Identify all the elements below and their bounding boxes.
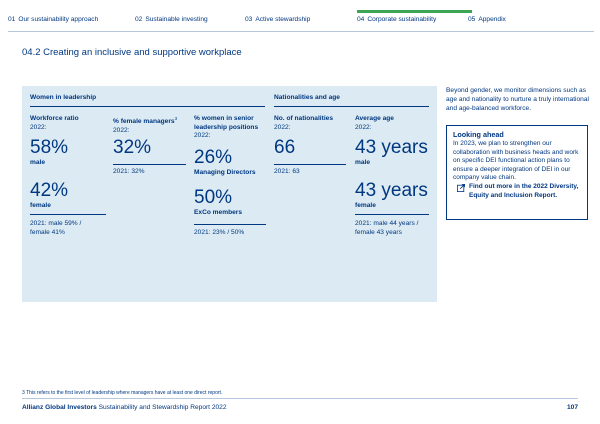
footer-brand: Allianz Global Investors — [22, 404, 97, 411]
diversity-data-panel — [22, 86, 437, 302]
managing-directors-value: 26% — [194, 147, 233, 168]
nav-item-label: Our sustainability approach — [18, 16, 99, 23]
average-age-male-value: 43 years — [355, 137, 428, 158]
nationalities-prior: 2021: 63 — [274, 168, 300, 175]
nav-item-sustainable-investing[interactable] — [135, 10, 208, 23]
workforce-prior-year — [30, 220, 81, 237]
workforce-prior-line2: female 41% — [30, 228, 65, 236]
nav-item-appendix[interactable] — [468, 10, 506, 23]
nav-item-active-stewardship[interactable] — [245, 10, 310, 23]
workforce-male-label: male — [30, 159, 46, 166]
senior-leadership-header — [194, 115, 258, 141]
nationalities-value: 66 — [274, 137, 296, 158]
workforce-ratio-year: 2022: — [30, 123, 47, 131]
section-title: 04.2 Creating an inclusive and supportive workplace — [22, 47, 242, 58]
senior-leadership-year: 2022: — [194, 132, 211, 140]
nav-item-number: 01 — [8, 16, 16, 23]
nationalities-title: No. of nationalities — [274, 115, 333, 122]
average-age-female-value: 43 years — [355, 180, 428, 201]
nav-item-number: 04 — [357, 16, 365, 23]
external-link-icon — [457, 184, 465, 192]
footnote-marker: 3 — [174, 116, 178, 121]
dei-report-link[interactable] — [453, 183, 581, 200]
nav-item-label: Appendix — [478, 16, 506, 23]
footer-report-name: Sustainability and Stewardship Report 2022 — [98, 404, 227, 411]
exco-value: 50% — [194, 187, 233, 208]
workforce-ratio-header — [30, 115, 79, 132]
average-age-female-label: female — [355, 202, 376, 209]
exco-label: ExCo members — [194, 209, 243, 216]
workforce-male-value: 58% — [30, 137, 69, 158]
average-age-rule — [355, 214, 429, 215]
managing-directors-label: Managing Directors — [194, 169, 256, 176]
average-age-male-label: male — [355, 159, 371, 166]
nav-item-number: 05 — [468, 16, 476, 23]
average-age-prior — [355, 220, 418, 237]
footnote: 3 This refers to the first level of leadership where managers have at least one direct report. — [22, 390, 223, 396]
female-managers-header — [113, 115, 177, 135]
female-managers-prior: 2021: 32% — [113, 168, 145, 175]
workforce-ratio-title: Workforce ratio — [30, 115, 79, 122]
nationalities-age-heading: Nationalities and age — [274, 94, 340, 101]
heading-rule-right — [274, 106, 429, 107]
looking-ahead-title: Looking ahead — [453, 130, 504, 139]
looking-ahead-box — [446, 125, 588, 220]
nav-divider — [8, 31, 594, 32]
nav-item-label: Sustainable investing — [145, 16, 208, 23]
page-number: 107 — [566, 404, 578, 411]
senior-leadership-rule — [194, 224, 266, 225]
top-navigation — [8, 10, 594, 30]
side-intro-text: Beyond gender, we monitor dimensions such as age and nationality to nurture a truly international and age-balanced workforce. — [446, 87, 589, 112]
average-age-prior-line2: female 43 years — [355, 228, 402, 236]
senior-leadership-title-line2: leadership positions — [194, 123, 259, 131]
looking-ahead-body: In 2023, we plan to strengthen our collaboration with business heads and work on specific DEI functional action plans to ensure a deeper integration of DEI in our company value chain. — [453, 140, 579, 182]
average-age-year: 2022: — [355, 123, 372, 131]
workforce-female-label: female — [30, 202, 51, 209]
average-age-prior-line1: 2021: male 44 years / — [355, 220, 419, 227]
average-age-title: Average age — [355, 115, 394, 122]
nav-item-label: Active stewardship — [255, 16, 311, 23]
female-managers-year: 2022: — [113, 126, 130, 134]
women-in-leadership-heading: Women in leadership — [30, 94, 97, 101]
female-managers-title: % female managers — [113, 118, 175, 126]
dei-report-link-label: Find out more in the 2022 Diversity, Equity and Inclusion Report. — [469, 182, 579, 199]
nav-item-number: 03 — [245, 16, 253, 23]
senior-leadership-title-line1: % women in senior — [194, 115, 254, 122]
average-age-header — [355, 115, 394, 132]
heading-rule-left — [30, 106, 265, 107]
footer-report-title — [22, 404, 227, 411]
footer-divider — [22, 398, 578, 399]
nationalities-rule — [274, 164, 346, 165]
senior-leadership-prior: 2021: 23% / 50% — [194, 229, 245, 236]
female-managers-rule — [113, 164, 186, 165]
nav-item-label: Corporate sustainability — [367, 16, 437, 23]
nationalities-year: 2022: — [274, 123, 291, 131]
workforce-prior-line1: 2021: male 59% / — [30, 220, 82, 227]
nav-item-corporate-sustainability[interactable] — [357, 10, 436, 23]
nationalities-header — [274, 115, 333, 132]
nav-item-sustainability-approach[interactable] — [8, 10, 98, 23]
workforce-rule — [30, 214, 106, 215]
workforce-female-value: 42% — [30, 180, 69, 201]
female-managers-value: 32% — [113, 137, 152, 158]
nav-item-number: 02 — [135, 16, 143, 23]
